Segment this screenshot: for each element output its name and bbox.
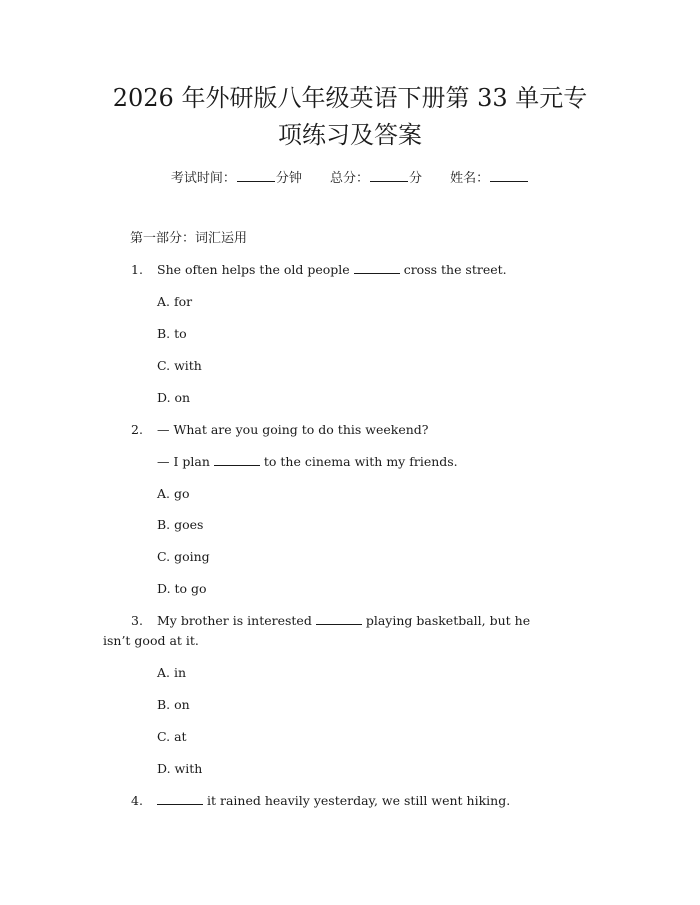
option-d[interactable]: D. to go [157, 581, 207, 596]
option-a[interactable]: A. for [157, 294, 193, 309]
option-c[interactable]: C. with [157, 358, 202, 373]
question-number: 2. [131, 422, 143, 437]
time-unit: 分钟 [275, 171, 302, 186]
time-label: 考试时间： [170, 171, 236, 186]
question-text-post: to the cinema with my friends. [263, 454, 458, 469]
question-text [157, 612, 530, 630]
question-text-post: cross the street. [403, 262, 507, 277]
question-text: — What are you going to do this weekend? [157, 422, 429, 437]
title-line-1: 2026 年外研版八年级英语下册第 33 单元专 [112, 84, 588, 112]
question-number: 3. [131, 613, 143, 628]
exam-score [330, 169, 422, 188]
option-a[interactable]: A. in [157, 665, 187, 680]
name-blank[interactable] [490, 169, 528, 182]
question-text-pre: My brother is interested [157, 613, 312, 628]
question-text [157, 792, 510, 810]
option-b[interactable]: B. to [157, 326, 187, 341]
score-label: 总分： [329, 171, 369, 186]
question-number: 4. [131, 793, 143, 808]
option-c[interactable]: C. at [157, 729, 187, 744]
exam-time [171, 169, 302, 188]
question-text-pre: She often helps the old people [157, 262, 350, 277]
score-blank[interactable] [370, 169, 408, 182]
option-d[interactable]: D. with [157, 761, 203, 776]
section-heading: 第一部分：词汇运用 [130, 231, 248, 246]
answer-blank[interactable] [157, 793, 203, 805]
question-text [157, 261, 507, 279]
answer-blank[interactable] [214, 454, 260, 466]
option-b[interactable]: B. on [157, 697, 190, 712]
question-number: 1. [131, 262, 143, 277]
title-line-2: 项练习及答案 [278, 121, 422, 149]
option-b[interactable]: B. goes [157, 517, 204, 532]
question-text-post: it rained heavily yesterday, we still went hiking. [207, 793, 511, 808]
option-c[interactable]: C. going [157, 549, 210, 564]
question-text-continued: isn’t good at it. [103, 633, 199, 648]
question-text-pre: — I plan [157, 454, 210, 469]
question-text-post: playing basketball, but he [365, 613, 531, 628]
exam-info [0, 169, 700, 188]
time-blank[interactable] [237, 169, 275, 182]
name-label: 姓名： [450, 171, 490, 186]
answer-blank[interactable] [354, 262, 400, 274]
question-text [157, 453, 458, 471]
option-a[interactable]: A. go [157, 486, 190, 501]
exam-name [450, 169, 529, 188]
score-unit: 分 [409, 171, 423, 186]
option-d[interactable]: D. on [157, 390, 191, 405]
page-title [90, 80, 610, 154]
answer-blank[interactable] [316, 613, 362, 625]
